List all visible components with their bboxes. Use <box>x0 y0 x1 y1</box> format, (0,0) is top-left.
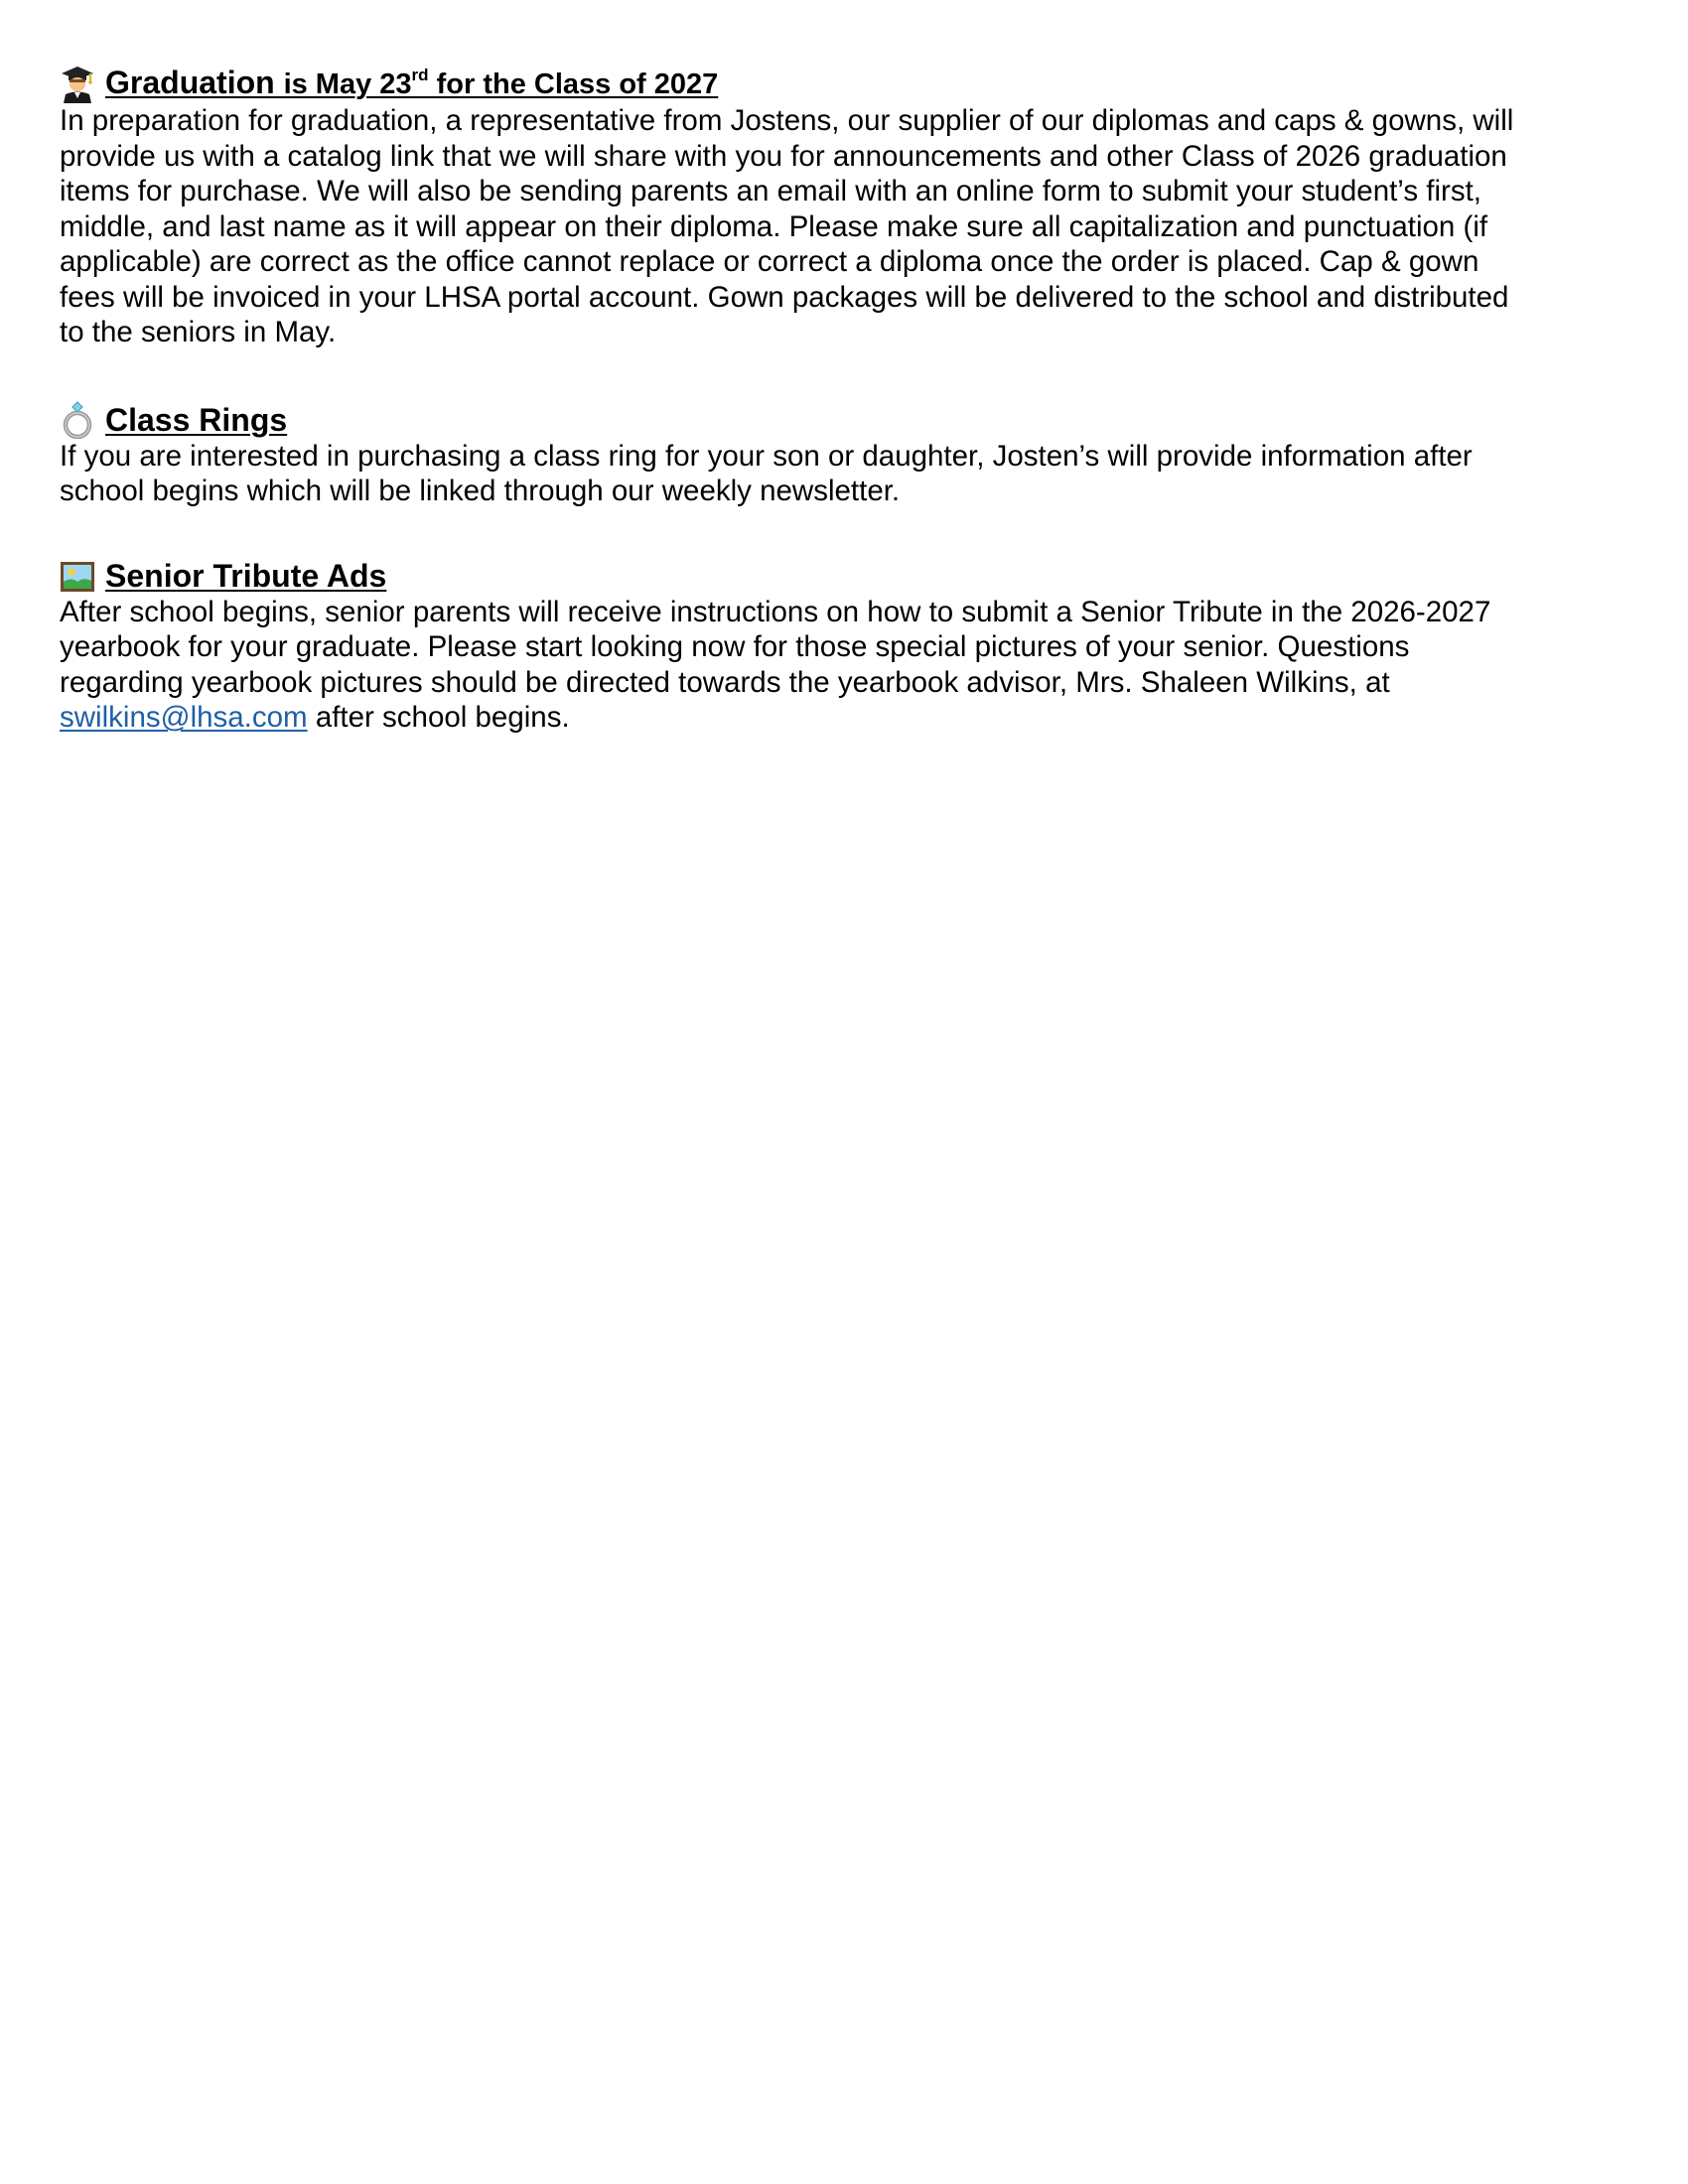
ring-icon <box>60 401 95 439</box>
senior-tribute-heading <box>60 553 1609 595</box>
graduation-title-class: for the Class of 2027 <box>428 68 719 100</box>
senior-tribute-section <box>60 553 1609 736</box>
class-rings-body: If you are interested in purchasing a class ring for your son or daughter, Josten’s will provide information after school begins which will be linked through our weekly newsletter. <box>60 439 1473 507</box>
newsletter-page <box>60 62 1609 736</box>
senior-tribute-body <box>60 595 1609 736</box>
graduation-body: In preparation for graduation, a representative from Jostens, our supplier of our diplomas and caps & gowns, will provide us with a catalog link that we will share with you for announcements and other Class of 2026 graduation items for purchase. We will also be sending parents an email with an online form to submit your student’s first, middle, and last name as it will appear on their diploma. Please make sure all capitalization and punctuation (if applicable) are correct as the office cannot replace or correct a diploma once the order is placed. Cap & gown fees will be invoiced in your LHSA portal account. Gown packages will be delivered to the school and distributed to the seniors in May. <box>60 104 1514 348</box>
senior-tribute-text: After school begins, senior parents will receive instructions on how to submit a Senior Tribute in the 2026-2027 yearbook for your graduate. Please start looking now for those special pictures of your senior. Questions regarding yearbook pictures should be directed towards the yearbook advisor, Mrs. Shaleen Wilkins, at <box>60 595 1491 699</box>
graduation-title-sup: rd <box>411 66 429 85</box>
graduation-title <box>105 64 718 103</box>
section-spacer <box>60 350 1609 397</box>
graduation-title-rest <box>284 68 719 100</box>
graduation-heading <box>60 62 1609 103</box>
graduation-title-date: is May 23 <box>283 68 412 100</box>
picture-icon <box>60 557 95 595</box>
senior-tribute-text-end: after school begins. <box>307 701 570 734</box>
graduation-section <box>60 62 1609 350</box>
graduate-icon <box>60 66 95 103</box>
class-rings-section <box>60 397 1609 509</box>
class-rings-title: Class Rings <box>105 401 288 438</box>
senior-tribute-title: Senior Tribute Ads <box>105 557 387 594</box>
section-spacer <box>60 509 1609 553</box>
graduation-title-main: Graduation <box>105 65 284 100</box>
class-rings-heading <box>60 397 1609 439</box>
advisor-email-link[interactable]: swilkins@lhsa.com <box>60 701 308 734</box>
